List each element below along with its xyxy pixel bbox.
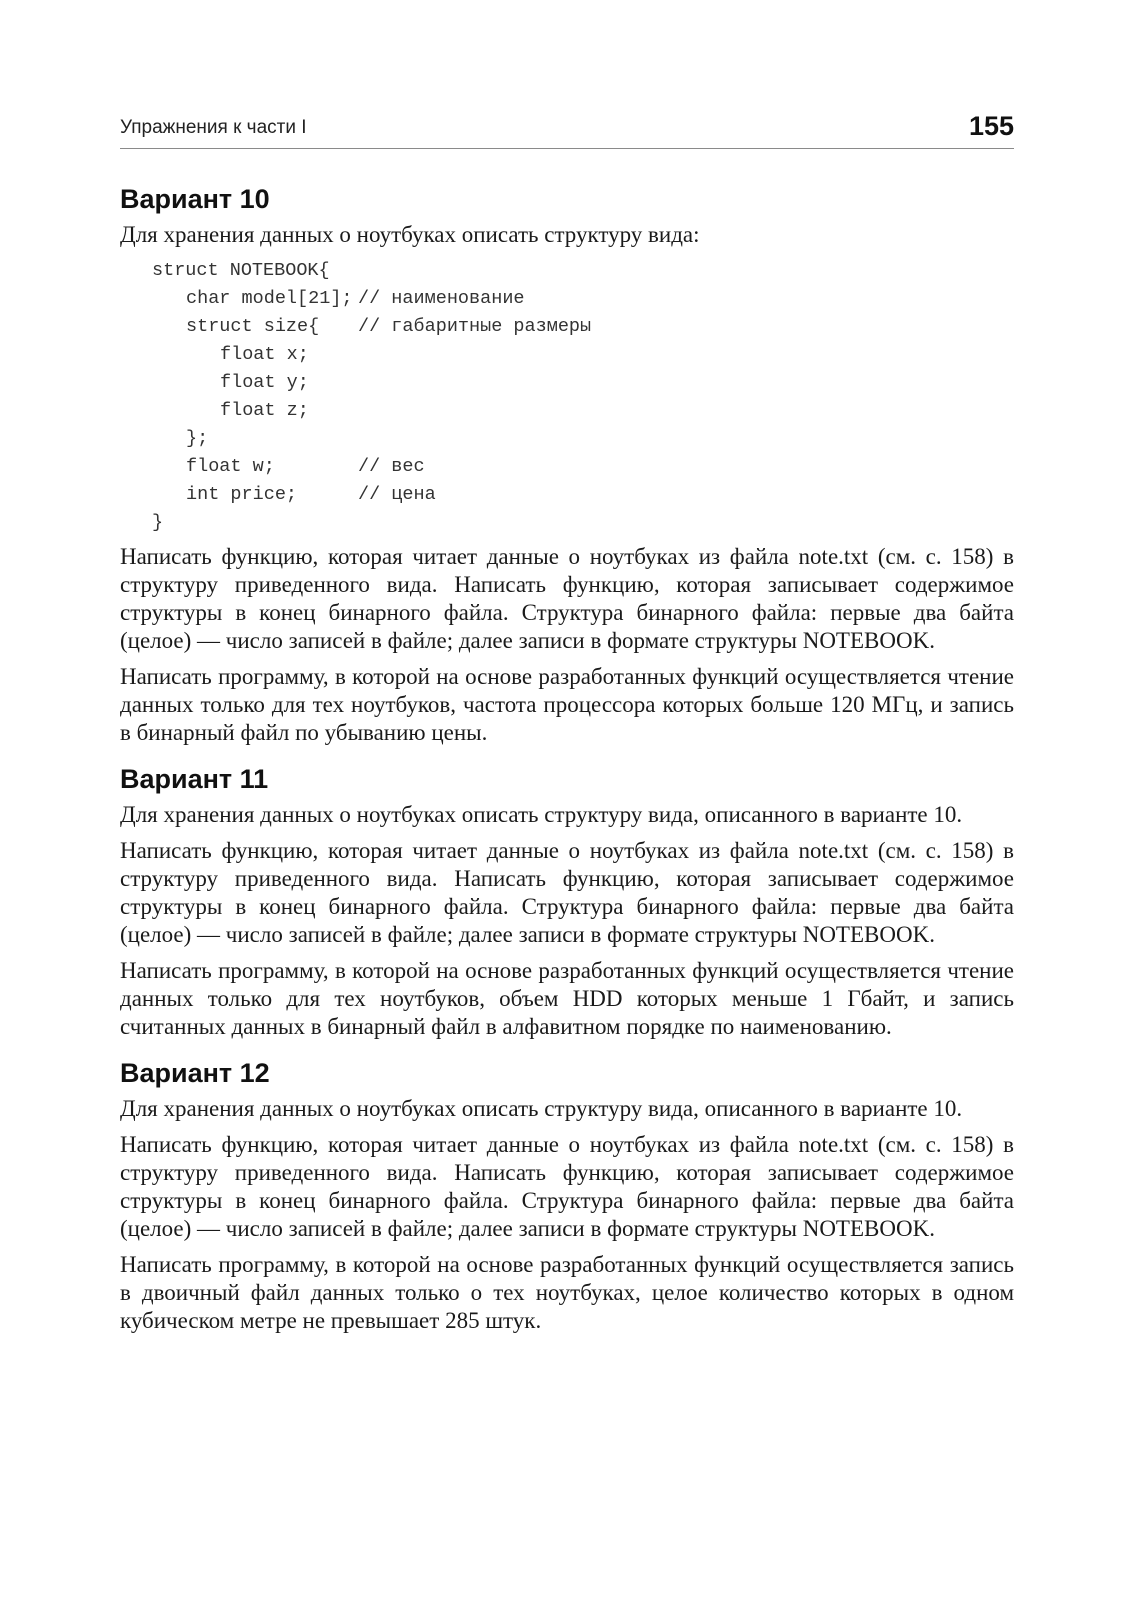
running-header [120, 108, 1014, 149]
section-paragraph: Написать программу, в которой на основе разработанных функций осуществляется чтение данных только для тех ноутбуков, частота процессора которых больше 120 МГц, и запись в бинарный файл по убыванию цены. [120, 664, 1014, 745]
section-title-variant-12: Вариант 12 [120, 1058, 270, 1088]
code-line [120, 481, 1014, 509]
code-text: struct size{ [186, 316, 320, 337]
section-intro: Для хранения данных о ноутбуках описать структуру вида: [120, 222, 700, 247]
section-paragraph: Написать функцию, которая читает данные о ноутбуках из файла note.txt (см. с. 158) в структуру приведенного вида. Написать функцию, которая записывает содержимое структуры в конец бинарного файла. Структура бинарного файла: первые два байта (целое) — число записей в файле; далее записи в формате структуры NOTEBOOK. [120, 1132, 1014, 1241]
code-comment: // наименование [358, 288, 525, 309]
code-text: int price; [186, 484, 298, 505]
code-line [120, 257, 1014, 285]
code-text: char model[21]; [186, 288, 353, 309]
section-intro: Для хранения данных о ноутбуках описать структуру вида, описанного в варианте 10. [120, 1096, 963, 1121]
section-paragraph: Написать программу, в которой на основе разработанных функций осуществляется чтение данных только для тех ноутбуков, объем HDD которых меньше 1 Гбайт, и запись считанных данных в бинарный файл в алфавитном порядке по наименованию. [120, 958, 1014, 1039]
code-line [120, 509, 1014, 537]
code-line [120, 313, 1014, 341]
section-paragraph: Написать функцию, которая читает данные о ноутбуках из файла note.txt (см. с. 158) в структуру приведенного вида. Написать функцию, которая записывает содержимое структуры в конец бинарного файла. Структура бинарного файла: первые два байта (целое) — число записей в файле; далее записи в формате структуры NOTEBOOK. [120, 544, 1014, 653]
code-text: float w; [186, 456, 275, 477]
page-number: 155 [968, 111, 1014, 141]
code-line [120, 453, 1014, 481]
section-paragraph: Написать функцию, которая читает данные о ноутбуках из файла note.txt (см. с. 158) в структуру приведенного вида. Написать функцию, которая записывает содержимое структуры в конец бинарного файла. Структура бинарного файла: первые два байта (целое) — число записей в файле; далее записи в формате структуры NOTEBOOK. [120, 838, 1014, 947]
code-text: }; [186, 428, 209, 449]
code-text: float z; [220, 400, 309, 421]
section-title-variant-10: Вариант 10 [120, 184, 270, 214]
code-line [120, 369, 1014, 397]
section-intro: Для хранения данных о ноутбуках описать структуру вида, описанного в варианте 10. [120, 802, 963, 827]
code-text: float y; [220, 372, 309, 393]
code-comment: // вес [358, 456, 425, 477]
code-text: } [152, 512, 164, 533]
code-comment: // цена [358, 484, 436, 505]
code-text: struct NOTEBOOK{ [152, 260, 330, 281]
code-line [120, 425, 1014, 453]
code-comment: // габаритные размеры [358, 316, 592, 337]
code-line [120, 341, 1014, 369]
code-line [120, 397, 1014, 425]
code-text: float x; [220, 344, 309, 365]
page-content [120, 183, 1014, 1343]
section-paragraph: Написать программу, в которой на основе разработанных функций осуществляется запись в двоичный файл данных только о тех ноутбуках, целое количество которых в одном кубическом метре не превышает 285 штук. [120, 1252, 1014, 1333]
code-line [120, 285, 1014, 313]
header-title: Упражнения к части I [120, 117, 307, 138]
section-title-variant-11: Вариант 11 [120, 764, 269, 794]
code-block [120, 257, 1014, 537]
